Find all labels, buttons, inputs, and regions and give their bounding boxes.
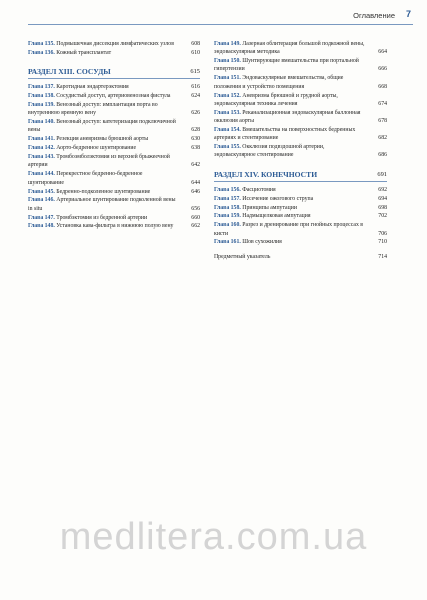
chapter-title: Сосудистый доступ, артериовенозная фистула [56,93,171,100]
toc-entry-text [28,222,200,230]
chapter-page: 660 [191,214,200,221]
toc-entry[interactable] [28,101,200,118]
toc-entry[interactable] [214,186,387,194]
chapter-page: 642 [191,162,200,169]
chapter-page: 656 [191,205,200,212]
toc-entry-text [28,135,200,143]
chapter-label: Глава 141. [28,136,55,143]
chapter-page: 664 [378,49,387,56]
toc-entry[interactable] [28,49,200,57]
toc-entry-text [214,186,387,194]
toc-entry-text [28,92,200,100]
chapter-title: Фасциотомия [242,186,276,193]
chapter-page: 630 [191,136,200,143]
chapter-label: Глава 149. [214,41,241,47]
chapter-label: Глава 152. [214,92,241,99]
chapter-page: 694 [378,195,387,202]
toc-entry[interactable] [214,221,387,238]
toc-entry-text [214,212,387,220]
chapter-title: Бедренно-подколенное шунтирование [56,188,151,195]
toc-entry[interactable] [28,144,200,152]
toc-entry-text [214,195,387,203]
toc-entry[interactable] [214,253,387,261]
toc-entry[interactable] [28,222,200,230]
toc-entry[interactable] [28,196,200,213]
page-number: 7 [405,9,411,19]
toc-entry[interactable] [28,170,200,187]
chapter-title: Аорто-бедренное шунтирование [56,145,137,152]
toc-entry-text [28,101,200,118]
chapter-label: Глава 148. [28,223,55,230]
chapter-title: Каротидная эндартерэктомия [56,84,129,91]
chapter-label: Глава 147. [28,214,55,221]
chapter-page: 624 [191,93,200,100]
watermark: medlitera.com.ua [59,516,368,558]
toc-entry-text [214,238,387,246]
chapter-label: Глава 155. [214,144,241,151]
toc-entry-text [28,49,200,57]
header-title: Оглавление [353,11,395,20]
chapter-title: Тромбоэмболэктомия из верхней брыжеечной артерии [28,154,170,169]
chapter-label: Глава 135. [28,41,55,47]
chapter-title: Подмышечная диссекция лимфатических узлов [56,41,174,47]
chapter-title: Принципы ампутации [242,204,297,211]
toc-column-left [28,40,200,231]
chapter-label: Глава 143. [28,154,55,161]
toc-entry-text [28,153,200,170]
header-rule [28,24,413,25]
chapter-label: Глава 151. [214,75,241,82]
toc-section-heading[interactable] [28,67,200,79]
toc-entry[interactable] [214,57,387,74]
chapter-title: Шов сухожилия [242,239,282,246]
chapter-page: 668 [378,83,387,90]
chapter-label: Глава 153. [214,109,241,116]
chapter-title: Шунтирующие вмешательства при портальной гипертензии [214,58,359,73]
chapter-label: Глава 156. [214,186,241,193]
toc-entry[interactable] [28,83,200,91]
chapter-page: 628 [191,127,200,134]
chapter-title: Лазерная облитерация большой подкожной вены, эндоваскулярная методика [214,41,365,56]
chapter-page: 616 [191,84,200,91]
chapter-title: Венозный доступ: катетеризация подключичной вены [28,119,176,134]
section-title: РАЗДЕЛ XIII. СОСУДЫ [28,67,111,77]
toc-entry-text [214,40,387,57]
chapter-label: Глава 138. [28,93,55,100]
toc-entry-text [214,143,387,160]
toc-entry[interactable] [28,153,200,170]
chapter-label: Глава 154. [214,126,241,133]
chapter-title: Кожный трансплантат [56,49,112,56]
chapter-title: Разрез и дренирование при гнойных процессах в кисти [214,222,364,237]
chapter-page: 610 [191,49,200,56]
toc-entry[interactable] [28,92,200,100]
chapter-page: 666 [378,66,387,73]
toc-entry-text [28,214,200,222]
chapter-title: Венозный доступ: имплантация порта во внутреннюю яремную вену [28,101,158,117]
chapter-page: 682 [378,135,387,142]
chapter-title: Вмешательства на поверхностных бедренных артериях и стентирование [214,126,356,142]
toc-entry-text [214,221,387,238]
toc-entry-text [28,196,200,213]
toc-column-right [214,40,387,262]
chapter-label: Глава 139. [28,101,55,108]
toc-entry[interactable] [28,40,200,48]
chapter-page: 626 [191,110,200,117]
toc-entry[interactable] [28,188,200,196]
chapter-page: 706 [378,230,387,237]
chapter-label: Глава 159. [214,213,241,220]
chapter-label: Глава 136. [28,49,55,56]
toc-entry-text [28,170,200,187]
toc-entry[interactable] [28,118,200,135]
toc-entry[interactable] [214,40,387,57]
chapter-label: Глава 137. [28,84,55,91]
chapter-page: 678 [378,118,387,125]
chapter-page: 644 [191,179,200,186]
chapter-label: Глава 160. [214,222,241,229]
toc-entry-text [214,92,387,109]
toc-entry[interactable] [214,238,387,246]
chapter-page: 686 [378,152,387,159]
toc-entry[interactable] [28,135,200,143]
chapter-title: Окклюзия подвздошной артерии, эндоваскулярное стентирование [214,144,325,159]
toc-entry-text [28,40,200,48]
toc-entry[interactable] [214,204,387,212]
toc-entry[interactable] [214,92,387,109]
toc-entry-text [214,253,387,261]
toc-entry-text [28,144,200,152]
chapter-page: 702 [378,213,387,220]
toc-entry-text [28,118,200,135]
toc-entry-text [214,74,387,91]
chapter-title: Аневризма брюшной и грудной аорты, эндоваскулярная техника лечения [214,92,338,107]
toc-entry-text [214,204,387,212]
chapter-title: Перекрестное бедренно-бедренное шунтирование [28,171,143,186]
chapter-page: 714 [378,254,387,261]
chapter-label: Глава 150. [214,58,241,65]
chapter-page: 646 [191,188,200,195]
toc-entry-text [214,109,387,126]
chapter-label: Глава 144. [28,171,55,178]
chapter-label: Глава 158. [214,204,241,211]
chapter-label: Глава 140. [28,119,55,126]
chapter-page: 698 [378,204,387,211]
toc-entry-text [28,83,200,91]
chapter-label: Глава 145. [28,188,55,195]
toc-entry[interactable] [214,195,387,203]
chapter-label: Глава 146. [28,197,55,204]
chapter-label: Глава 142. [28,145,55,152]
chapter-title: Надмыщелковая ампутация [242,213,311,220]
toc-entry[interactable] [214,74,387,91]
toc-entry-text [214,57,387,74]
chapter-label: Глава 157. [214,195,241,202]
toc-entry[interactable] [28,214,200,222]
chapter-label: Глава 161. [214,239,241,246]
toc-entry-text [28,188,200,196]
section-title: РАЗДЕЛ XIV. КОНЕЧНОСТИ [214,169,318,179]
toc-entry-text [214,126,387,143]
chapter-page: 638 [191,145,200,152]
chapter-title: Резекция аневризмы брюшной аорты [56,136,149,143]
toc-entry[interactable] [214,143,387,160]
chapter-page: 710 [378,239,387,246]
toc-section-heading[interactable] [214,170,387,182]
section-page: 691 [377,170,387,178]
chapter-title: Артериальное шунтирование подколенной вены in situ [28,197,176,212]
chapter-title: Установка кава-фильтра в нижнюю полую вену [56,223,174,230]
chapter-page: 608 [191,41,200,47]
section-page: 615 [190,68,200,76]
chapter-title: Реканализационная эндоваскулярная баллонная окклюзия аорты [214,109,361,125]
chapter-page: 674 [378,100,387,107]
running-header [0,8,427,24]
chapter-title: Иссечение ожогового струпа [242,195,314,202]
toc-entry[interactable] [214,126,387,143]
chapter-page: 662 [191,223,200,230]
chapter-title: Эндоваскулярные вмешательства, общие положения и устройство помещения [214,75,344,90]
chapter-title: Предметный указатель [214,254,271,261]
toc-entry[interactable] [214,212,387,220]
chapter-page: 692 [378,186,387,193]
chapter-title: Тромбэктомия из бедренной артерии [56,214,148,221]
toc-entry[interactable] [214,109,387,126]
